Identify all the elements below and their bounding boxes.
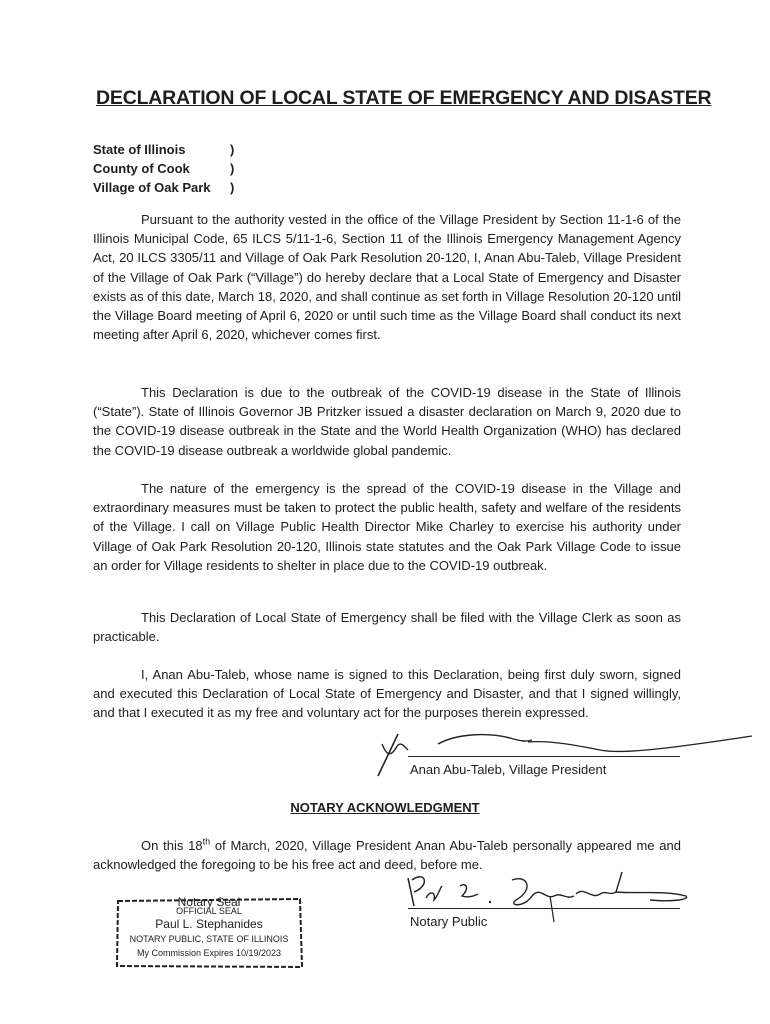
caption-mark: ) bbox=[230, 142, 235, 157]
notary-heading-text: NOTARY ACKNOWLEDGMENT bbox=[290, 800, 480, 815]
notary-signature-line bbox=[408, 908, 680, 909]
paragraph-authority: Pursuant to the authority vested in the office of the Village President by Section 11-1-6 of the Illinois Municipal Code, 65 ILCS 5/11-1-6, Section 11 of the Illinois Emergency Management Agency Act, 20 ILCS 3305/11 and Village of Oak Park Resolution 20-120, I, Anan Abu-Taleb, Village President of the Village of Oak Park (“Village”) do hereby declare that a Local State of Emergency and Disaster exists as of this date, March 18, 2020, and shall continue as set forth in Village Resolution 20-120 until the Village Board meeting of April 6, 2020 or until such time as the Village Board shall conduct its next meeting after April 6, 2020, whichever comes first. bbox=[93, 212, 682, 343]
paragraph-outbreak: This Declaration is due to the outbreak of the COVID-19 disease in the State of Illinois (“State”). State of Illinois Governor JB Pritzker issued a disaster declaration on March 9, 2020 due to the COVID-19 disease outbreak in the State and the World Health Organization (WHO) has declared the COVID-19 disease outbreak a worldwide global pandemic. bbox=[93, 385, 681, 458]
notary-caption: Notary Public bbox=[410, 914, 488, 929]
ordinal-suffix: th bbox=[202, 836, 211, 847]
notary-heading bbox=[0, 800, 770, 815]
document-title: DECLARATION OF LOCAL STATE OF EMERGENCY AND DISASTER bbox=[96, 87, 712, 109]
seal-notary-label: Notary Seal bbox=[177, 895, 241, 909]
caption-mark: ) bbox=[230, 180, 235, 195]
caption-row-state bbox=[93, 140, 234, 159]
notary-text-start: On this 18 bbox=[141, 838, 203, 853]
caption-row-county bbox=[93, 159, 234, 178]
paragraph-oath: I, Anan Abu-Taleb, whose name is signed to this Declaration, being first duly sworn, signed and executed this Declaration of Local State of Emergency and Disaster, and that I signed willingly, and that I executed it as my free and voluntary act for the purposes therein expressed. bbox=[93, 667, 681, 721]
notary-text-end: of March, 2020, Village President Anan Abu-Taleb personally appeared me and acknowledged the foregoing to be his free act and deed, before me. bbox=[93, 838, 681, 873]
signer-caption: Anan Abu-Taleb, Village President bbox=[410, 762, 607, 777]
seal-official-label: OFFICIAL SEAL bbox=[176, 906, 242, 916]
notary-seal bbox=[114, 897, 304, 969]
caption-label: State of Illinois bbox=[93, 142, 186, 157]
seal-commission-expiry: My Commission Expires 10/19/2023 bbox=[136, 948, 282, 958]
paragraph-nature: The nature of the emergency is the spread of the COVID-19 disease in the Village and extraordinary measures must be taken to protect the public health, safety and welfare of the residents of the Village. I call on Village Public Health Director Mike Charley to exercise his authority under Village of Oak Park Resolution 20-120, Illinois state statutes and the Oak Park Village Code to issue an order for Village residents to shelter in place due to the COVID-19 outbreak. bbox=[93, 481, 681, 573]
caption-row-village bbox=[93, 178, 234, 197]
paragraph-filing: This Declaration of Local State of Emergency shall be filed with the Village Clerk as soon as practicable. bbox=[93, 610, 681, 645]
case-caption bbox=[93, 140, 234, 197]
caption-mark: ) bbox=[230, 161, 235, 176]
president-signature-line bbox=[408, 756, 680, 757]
caption-label: Village of Oak Park bbox=[93, 180, 211, 195]
seal-notary-name: Paul L. Stephanides bbox=[155, 917, 263, 931]
caption-label: County of Cook bbox=[93, 161, 190, 176]
seal-notary-state: NOTARY PUBLIC, STATE OF ILLINOIS bbox=[129, 934, 289, 944]
